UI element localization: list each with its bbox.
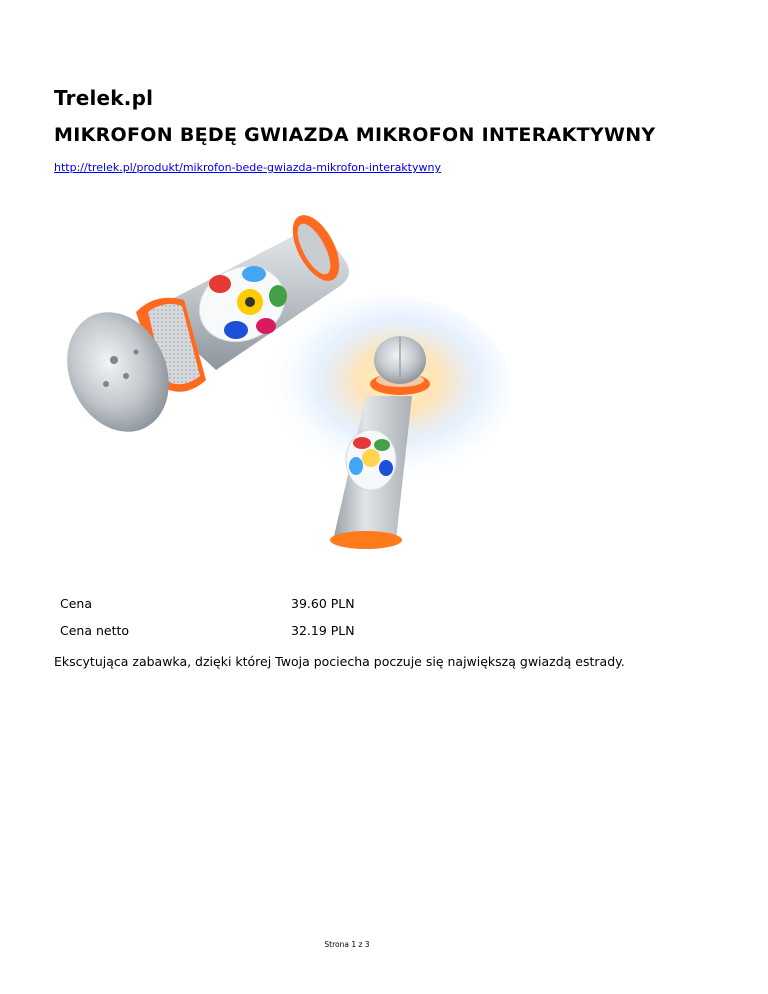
small-microphone-illustration [261, 295, 511, 549]
site-title: Trelek.pl [54, 86, 154, 110]
page-number: Strona 1 z 3 [324, 940, 370, 949]
product-title: MIKROFON BĘDĘ GWIAZDA MIKROFON INTERAKTYWNY [54, 124, 656, 146]
price-value: 39.60 PLN [291, 596, 355, 611]
price-row [54, 590, 355, 617]
net-price-row [54, 617, 355, 644]
price-label: Cena [60, 596, 93, 611]
product-link[interactable]: http://trelek.pl/produkt/mikrofon-bede-gwiazda-mikrofon-interaktywny [54, 161, 441, 174]
price-table [54, 590, 355, 644]
product-description: Ekscytująca zabawka, dzięki której Twoja pociecha poczuje się największą gwiazdą estrady. [54, 654, 625, 669]
net-price-value: 32.19 PLN [291, 623, 355, 638]
product-image [56, 200, 512, 564]
net-price-label: Cena netto [60, 623, 130, 638]
